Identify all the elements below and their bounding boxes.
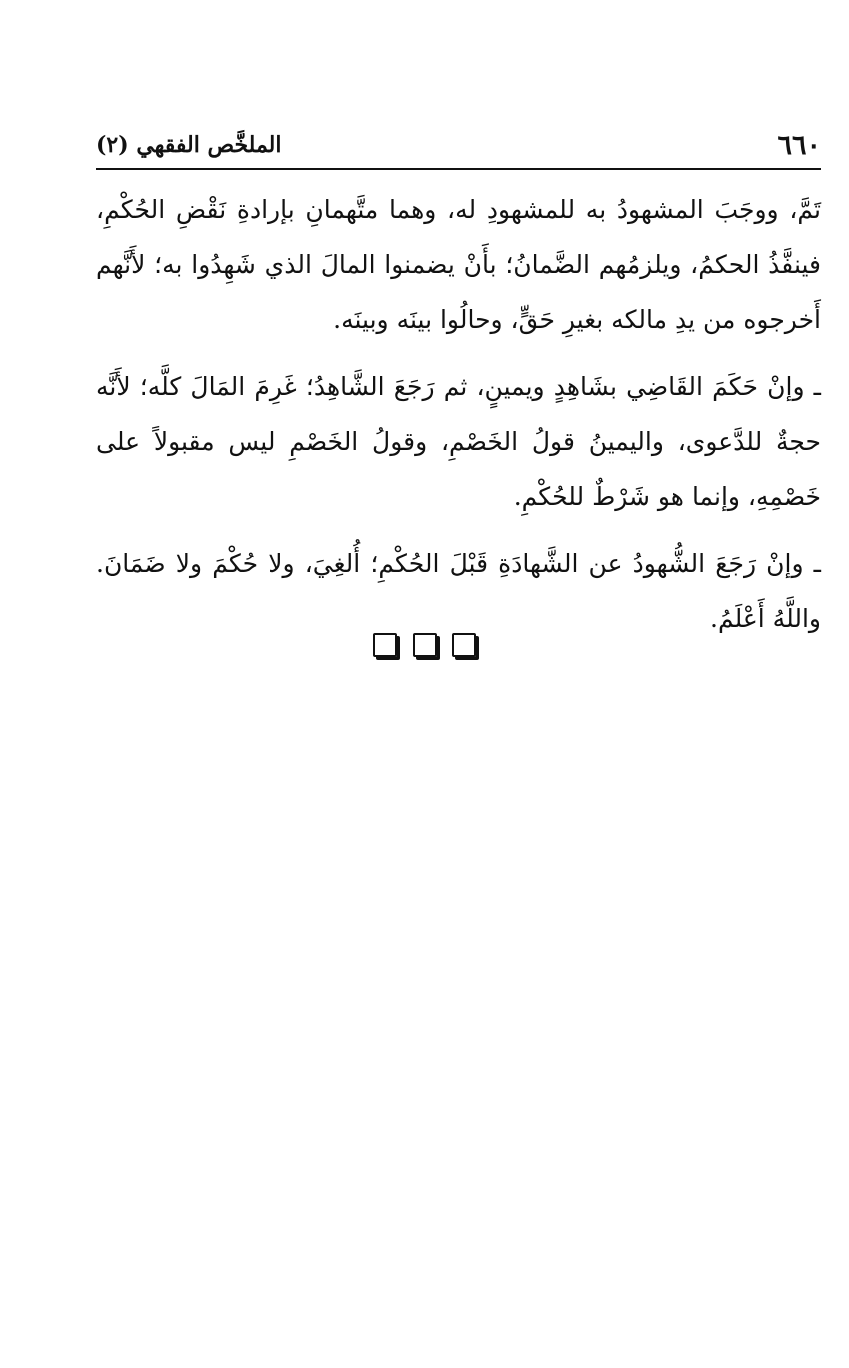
paragraph-1: تَمَّ، ووجَبَ المشهودُ به للمشهودِ له، وهما متَّهمانِ بإرادةِ نَقْضِ الحُكْمِ، فينفَّذُ الحكمُ، ويلزمُهم الضَّمانُ؛ بأَنْ يضمنوا المالَ الذي شَهِدُوا به؛ لأَنَّهم أَخرجوه من يدِ مالكه بغيرِ حَقٍّ، وحالُوا بينَه وبينَه. [96, 195, 821, 334]
section-end-ornament [0, 633, 849, 661]
ornament-box-icon [452, 633, 476, 657]
paragraph-3: ـ وإنْ رَجَعَ الشُّهودُ عن الشَّهادَةِ قَبْلَ الحُكْمِ؛ أُلغِيَ، ولا حُكْمَ ولا ضَمَانَ. واللَّهُ أَعْلَمُ. [96, 549, 821, 633]
body-text [96, 182, 821, 658]
ornament-box-icon [413, 633, 437, 657]
ornament-box-icon [373, 633, 397, 657]
paragraph-2: ـ وإنْ حَكَمَ القَاضِي بشَاهِدٍ ويمينٍ، ثم رَجَعَ الشَّاهِدُ؛ غَرِمَ المَالَ كلَّه؛ لأَنَّه حجةٌ للدَّعوى، واليمينُ قولُ الخَصْمِ، وقولُ الخَصْمِ ليس مقبولاً على خَصْمِهِ، وإنما هو شَرْطٌ للحُكْمِ. [96, 372, 821, 511]
running-title: الملخَّص الفقهي (٢) [96, 132, 282, 158]
header-divider [96, 168, 821, 170]
page-header [96, 126, 821, 166]
page-number: ٦٦٠ [777, 130, 821, 161]
